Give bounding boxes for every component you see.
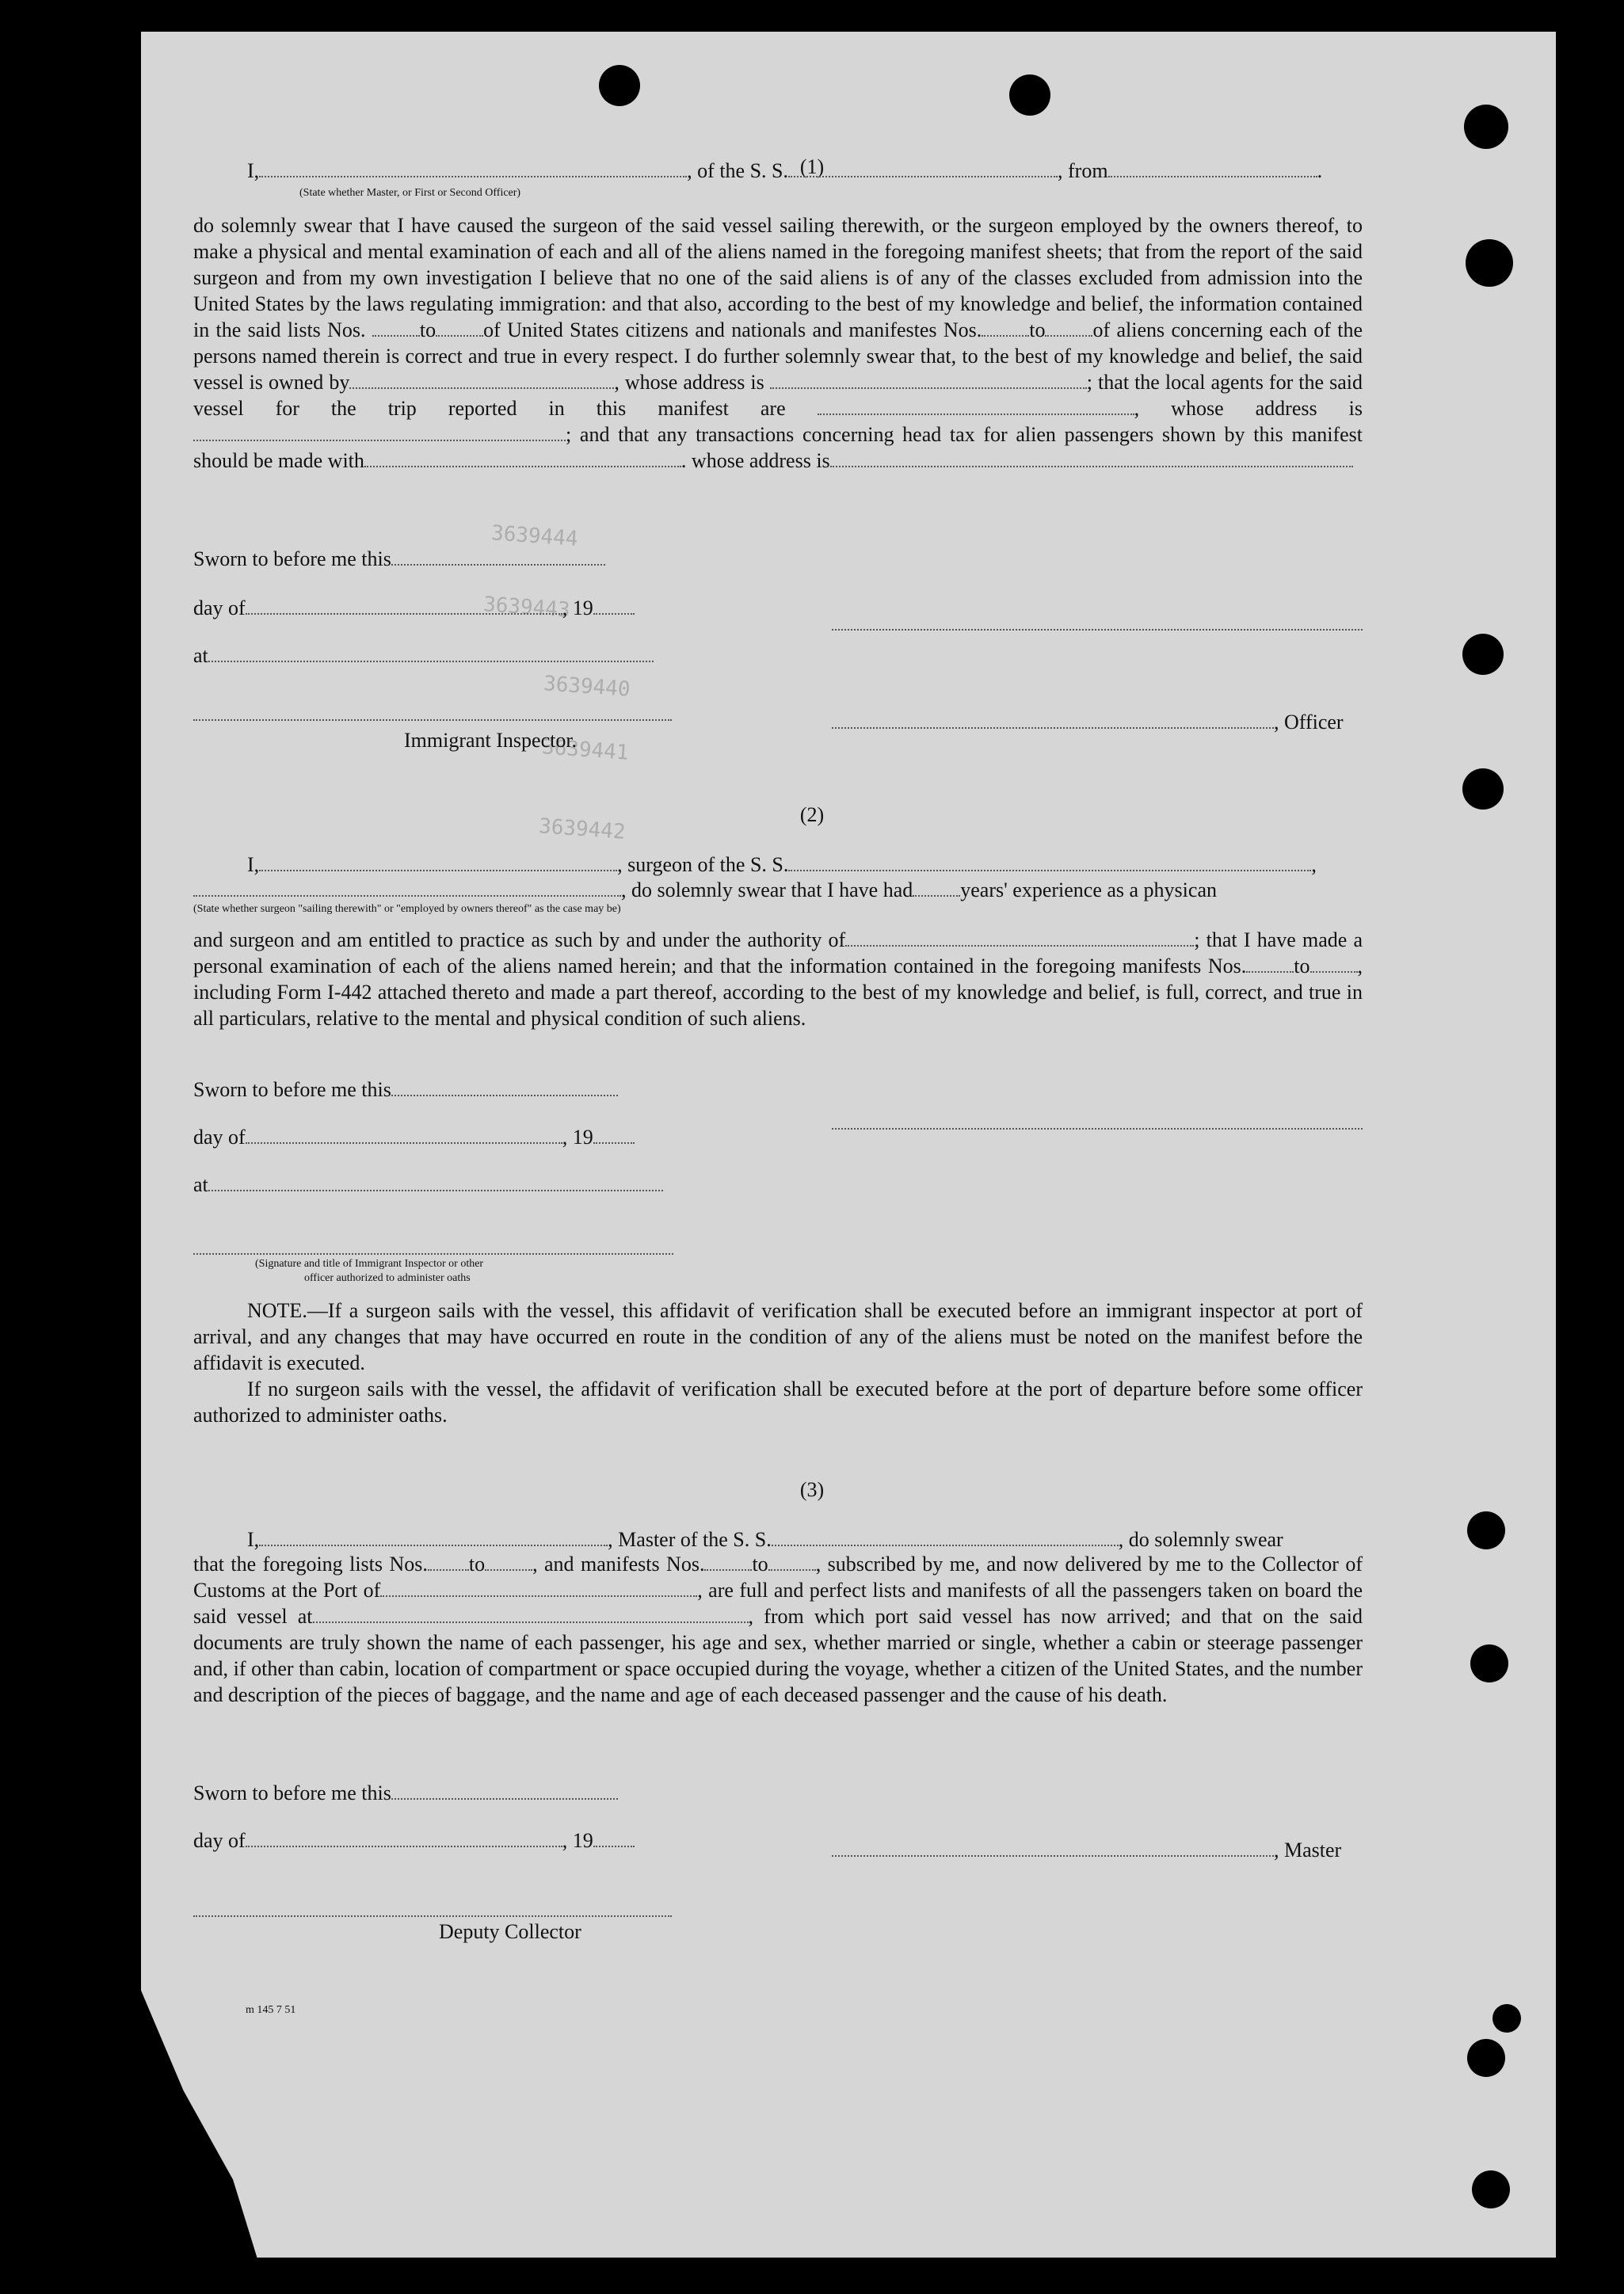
s2-day: day of , 19 bbox=[193, 1125, 635, 1149]
s1-at: at bbox=[193, 643, 654, 668]
punch-hole bbox=[599, 65, 640, 106]
s1-oath-line: I, , of the S. S. , from . bbox=[247, 159, 1323, 182]
s1-day: day of , 19 bbox=[193, 596, 635, 620]
stamp-mark: 3639440 bbox=[543, 672, 631, 702]
officer-note: (State whether Master, or First or Second Officer) bbox=[299, 187, 521, 199]
years-field[interactable] bbox=[913, 878, 960, 897]
note-paragraph: NOTE.—If a surgeon sails with the vessel, this affidavit of verification shall be executed before an immigrant inspector at port of arrival, and any changes that may have occurred en route in the condition of any of the aliens must be noted on the manifest before the affidavit is executed. If no surgeon sails with the vessel, the affidavit of verification shall be executed before at the port of departure before some officer authorized to administer oaths. bbox=[193, 1299, 1363, 1427]
s2-sworn: Sworn to before me this bbox=[193, 1077, 618, 1102]
punch-hole bbox=[1466, 239, 1513, 287]
section-3-heading: (3) bbox=[799, 1478, 825, 1501]
surgeon-name-field[interactable] bbox=[259, 852, 617, 871]
stamp-mark: 3639442 bbox=[538, 814, 627, 844]
punch-hole bbox=[1492, 2004, 1521, 2033]
s2-at: at bbox=[193, 1172, 663, 1197]
punch-hole bbox=[1464, 105, 1508, 149]
s1-inspector-label: Immigrant Inspector. bbox=[404, 729, 578, 752]
s1-paragraph: do solemnly swear that I have caused the surgeon of the said vessel sailing therewith, or the surgeon employed by the owners thereof, to make a physical and mental examination of each and all of the aliens named in the foregoing manifest sheets; that from the report of the said surgeon and from my own investigation I believe that no one of the said aliens is of any of the classes excluded from admission into the United States by the laws regulating immigration: and that also, according to the best of my knowledge and belief, the information contained in the said lists Nos. to of United States citizens and nationals and manifestes Nos. to of aliens concerning each of the persons named therein is correct and true in every respect. I do further solemnly swear that, to the best of my knowledge and belief, the said vessel is owned by , whose address is ; that the local agents for the said vessel for the trip reported in this manifest are , whose address is; and that any transactions concerning head tax for alien passengers shown by this manifest should be made with . whose address is bbox=[193, 214, 1363, 472]
s2-inspector-note-2: officer authorized to administer oaths bbox=[304, 1272, 471, 1284]
section-2-heading: (2) bbox=[799, 803, 825, 826]
punch-hole bbox=[1467, 1511, 1505, 1549]
punch-hole bbox=[1472, 2170, 1510, 2208]
s2-inspector-line[interactable] bbox=[193, 1253, 673, 1255]
stamp-mark: 3639441 bbox=[541, 735, 630, 765]
s3-collector-label: Deputy Collector bbox=[439, 1920, 581, 1943]
s1-officer-line: , Officer bbox=[832, 710, 1344, 734]
s3-day: day of , 19 bbox=[193, 1828, 635, 1853]
surgeon-note: (State whether surgeon "sailing therewith" or "employed by owners thereof" as the case may be) bbox=[193, 903, 621, 915]
s2-ship-field[interactable] bbox=[788, 852, 1311, 871]
stamp-mark: 3639443 bbox=[482, 593, 571, 623]
s2-inspector-note-1: (Signature and title of Immigrant Inspector or other bbox=[255, 1258, 484, 1270]
punch-hole bbox=[1470, 1644, 1508, 1682]
s1-sworn: Sworn to before me this bbox=[193, 547, 605, 571]
s3-paragraph: that the foregoing lists Nos. to , and manifests Nos. to , subscribed by me, and now delivered by me to the Collector of Customs at the Port of , are full and perfect lists and manifests of all the passengers taken on board the said vessel at , from which port said vessel has now arrived; and that on the said documents are truly shown the name of each passenger, his age and sex, whether married or single, whether a cabin or steerage passenger and, if other than cabin, location of compartment or space occupied during the voyage, whether a citizen of the United States, and the number and description of the pieces of baggage, and the name and age of each deceased passenger and the cause of his death. bbox=[193, 1553, 1363, 1706]
s3-ship-field[interactable] bbox=[772, 1527, 1119, 1546]
s2-signature-line[interactable] bbox=[832, 1128, 1363, 1130]
punch-hole bbox=[1467, 2039, 1505, 2077]
punch-hole bbox=[1009, 74, 1050, 116]
officer-name-field[interactable] bbox=[259, 158, 687, 177]
s1-inspector-line[interactable] bbox=[193, 719, 672, 721]
form-number: m 145 7 51 bbox=[246, 2004, 296, 2016]
s3-oath-line: I, , Master of the S. S. , do solemnly swear bbox=[247, 1528, 1283, 1551]
s2-oath-line: I, , surgeon of the S. S. , bbox=[247, 853, 1317, 876]
from-port-field[interactable] bbox=[1108, 158, 1317, 177]
master-name-field[interactable] bbox=[259, 1527, 608, 1546]
section-1-heading: (1) bbox=[799, 155, 825, 178]
s3-collector-line[interactable] bbox=[193, 1915, 672, 1917]
s3-sworn: Sworn to before me this bbox=[193, 1781, 618, 1805]
punch-hole bbox=[1462, 634, 1504, 675]
stamp-mark: 3639444 bbox=[490, 521, 579, 551]
s3-master-line: , Master bbox=[832, 1838, 1341, 1862]
s2-paragraph: and surgeon and am entitled to practice as such by and under the authority of ; that I have made a personal examination of each of the aliens named herein; and that the information contained in the foregoing manifests Nos. to , including Form I-442 attached thereto and made a part thereof, according to the best of my knowledge and belief, is full, correct, and true in all particulars, relative to the mental and physical condition of such aliens. bbox=[193, 928, 1363, 1030]
ship-name-field[interactable] bbox=[788, 158, 1058, 177]
s1-signature-line[interactable] bbox=[832, 629, 1363, 631]
s2-line2: , do solemnly swear that I have had years' experience as a physican bbox=[193, 878, 1217, 902]
